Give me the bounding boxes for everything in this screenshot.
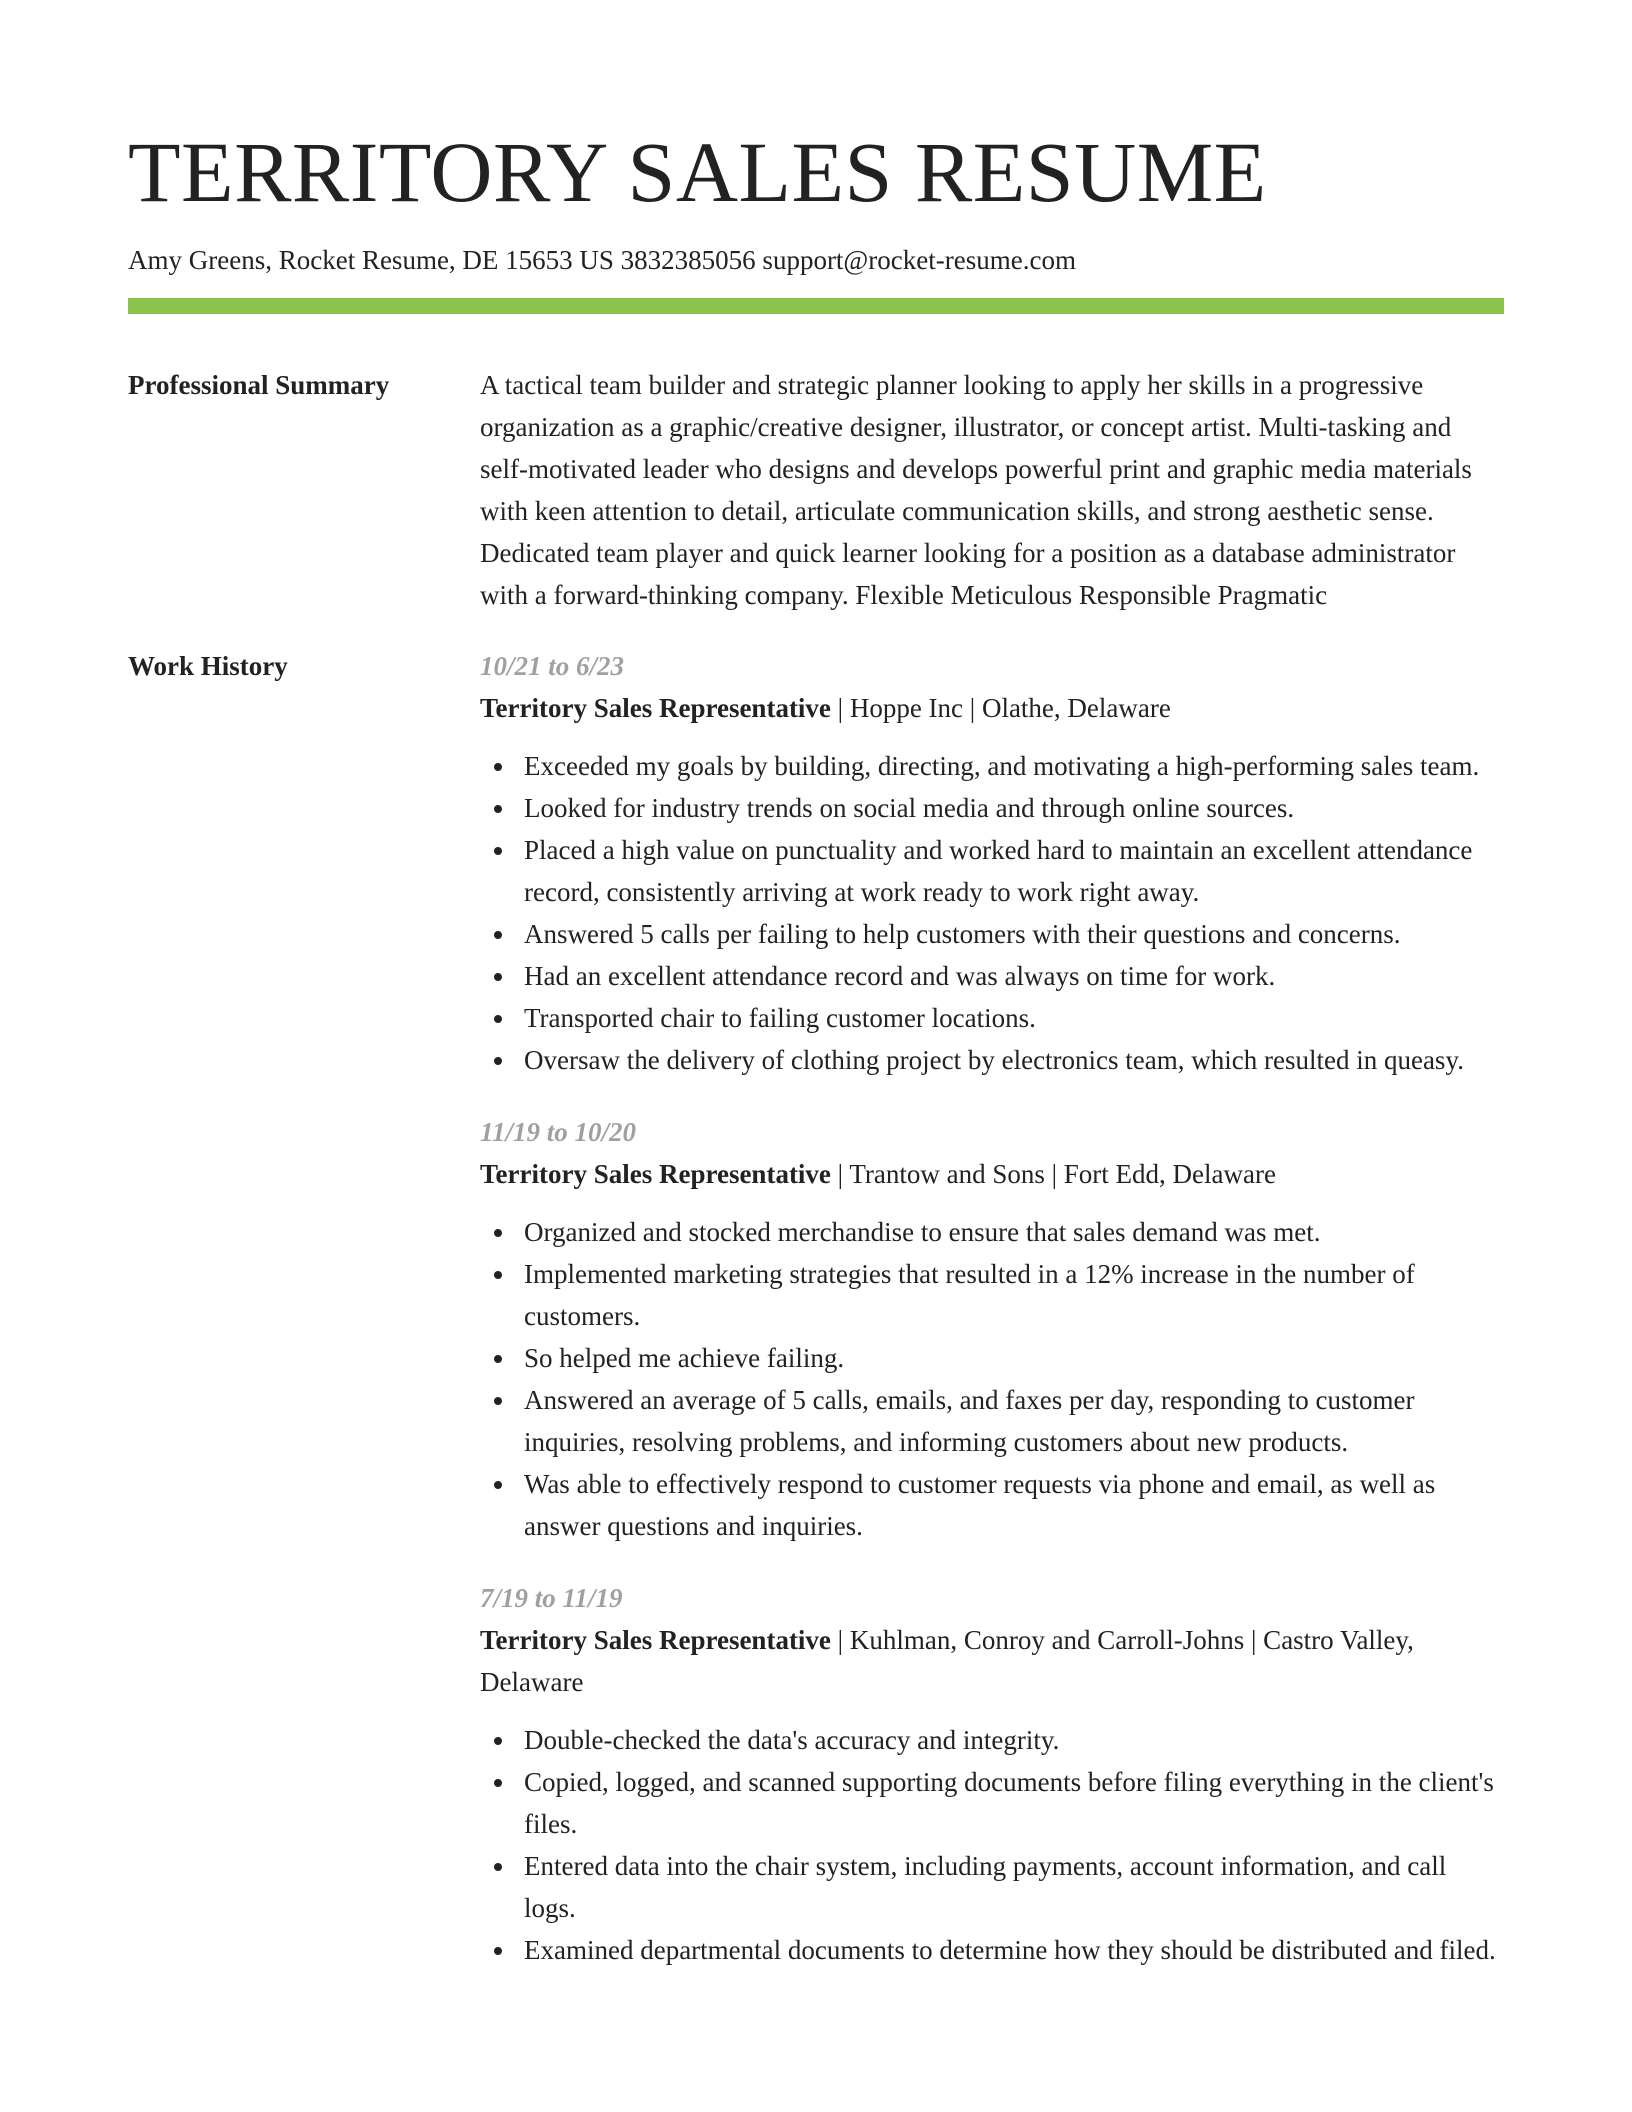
list-item: Was able to effectively respond to customer requests via phone and email, as well as answer questions and inquiries. [480,1463,1504,1547]
job-details: | Trantow and Sons | Fort Edd, Delaware [830,1159,1276,1189]
page-title: TERRITORY SALES RESUME [128,124,1267,220]
job-dates: 11/19 to 10/20 [480,1117,637,1147]
list-item: Exceeded my goals by building, directing, and motivating a high-performing sales team. [480,745,1504,787]
list-item: Entered data into the chair system, including payments, account information, and call logs. [480,1845,1504,1929]
job-heading [480,1619,1504,1703]
job-heading [480,1153,1504,1195]
job-dates: 10/21 to 6/23 [480,651,625,681]
list-item: Oversaw the delivery of clothing project by electronics team, which resulted in queasy. [480,1039,1504,1081]
list-item: Had an excellent attendance record and was always on time for work. [480,955,1504,997]
professional-summary-section [128,364,1504,616]
list-item: Double-checked the data's accuracy and integrity. [480,1719,1504,1761]
job-bullets [480,1211,1504,1547]
list-item: Copied, logged, and scanned supporting documents before filing everything in the client's files. [480,1761,1504,1845]
contact-line: Amy Greens, Rocket Resume, DE 15653 US 3832385056 support@rocket-resume.com [128,245,1076,275]
job-heading [480,687,1504,729]
list-item: Implemented marketing strategies that resulted in a 12% increase in the number of customers. [480,1253,1504,1337]
job-title: Territory Sales Representative [480,693,831,723]
list-item: Examined departmental documents to determine how they should be distributed and filed. [480,1929,1504,1971]
job-bullets [480,745,1504,1081]
list-item: Organized and stocked merchandise to ensure that sales demand was met. [480,1211,1504,1253]
resume-page [128,0,1504,1971]
job-entry [480,1111,1504,1547]
work-history-section [128,645,1504,1971]
list-item: Transported chair to failing customer locations. [480,997,1504,1039]
job-title: Territory Sales Representative [480,1159,831,1189]
list-item: So helped me achieve failing. [480,1337,1504,1379]
job-title: Territory Sales Representative [480,1625,831,1655]
summary-text: A tactical team builder and strategic planner looking to apply her skills in a progressive organization as a graphic/creative designer, illustrator, or concept artist. Multi-tasking and self-motivated leader who designs and develops powerful print and graphic media materials with keen attention to detail, articulate communication skills, and strong aesthetic sense. Dedicated team player and quick learner looking for a position as a database administrator with a forward-thinking company. Flexible Meticulous Responsible Pragmatic [480,370,1472,610]
list-item: Placed a high value on punctuality and worked hard to maintain an excellent attendance record, consistently arriving at work ready to work right away. [480,829,1504,913]
job-bullets [480,1719,1504,1971]
list-item: Answered an average of 5 calls, emails, and faxes per day, responding to customer inquiries, resolving problems, and informing customers about new products. [480,1379,1504,1463]
job-entry [480,645,1504,1081]
work-history-body [480,645,1504,1971]
summary-body [480,364,1504,616]
section-label-summary: Professional Summary [128,370,390,400]
list-item: Answered 5 calls per failing to help customers with their questions and concerns. [480,913,1504,955]
list-item: Looked for industry trends on social media and through online sources. [480,787,1504,829]
job-dates: 7/19 to 11/19 [480,1583,623,1613]
accent-divider [128,298,1504,314]
section-label-work: Work History [128,651,288,681]
job-details: | Kuhlman, Conroy and Carroll-Johns | Castro Valley, Delaware [480,1625,1414,1697]
job-details: | Hoppe Inc | Olathe, Delaware [830,693,1171,723]
job-entry [480,1577,1504,1971]
